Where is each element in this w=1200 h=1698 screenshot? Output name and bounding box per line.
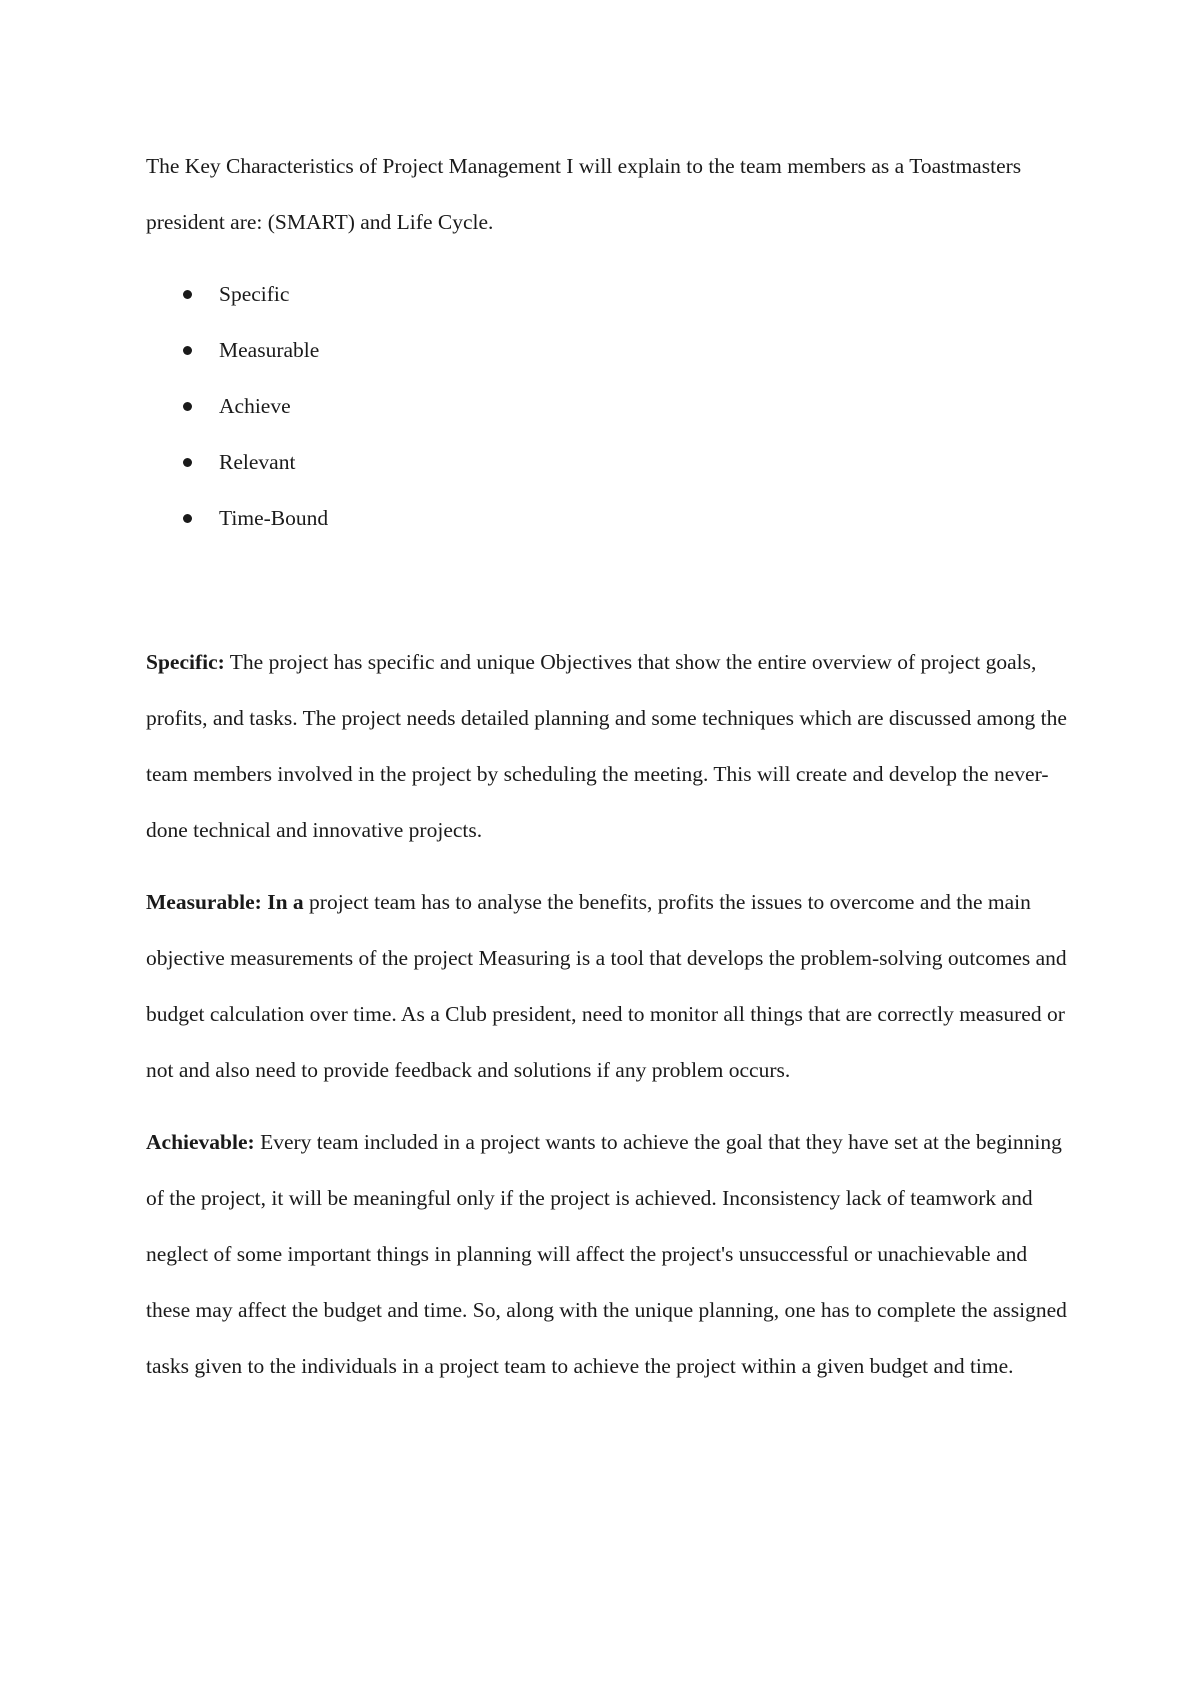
section-achievable — [146, 1114, 1076, 1394]
section-body: project team has to analyse the benefits, profits the issues to overcome and the main objective measurements of the project Measuring is a tool that develops the problem-solving outcomes and budget calculation over time. As a Club president, need to monitor all things that are correctly measured or not and also need to provide feedback and solutions if any problem occurs. — [146, 890, 1067, 1082]
bullet-dot-icon — [183, 458, 192, 467]
section-term: Specific: — [146, 650, 225, 674]
section-measurable — [146, 874, 1076, 1098]
section-term: Achievable: — [146, 1130, 255, 1154]
bullet-label: Achieve — [219, 394, 291, 418]
section-term: Measurable: In a — [146, 890, 304, 914]
bullet-dot-icon — [183, 290, 192, 299]
bullet-dot-icon — [183, 402, 192, 411]
bullet-label: Specific — [219, 282, 290, 306]
bullet-item-achieve — [146, 378, 1076, 434]
section-specific — [146, 634, 1076, 858]
bullet-dot-icon — [183, 346, 192, 355]
bullet-label: Measurable — [219, 338, 320, 362]
document-body — [146, 138, 1076, 1394]
bullet-item-time-bound — [146, 490, 1076, 546]
bullet-item-specific — [146, 266, 1076, 322]
bullet-label: Relevant — [219, 450, 296, 474]
bullet-dot-icon — [183, 514, 192, 523]
smart-bullet-list — [146, 266, 1076, 546]
section-body: The project has specific and unique Objectives that show the entire overview of project goals, profits, and tasks. The project needs detailed planning and some techniques which are discussed among the team members involved in the project by scheduling the meeting. This will create and develop the never-done technical and innovative projects. — [146, 650, 1067, 842]
bullet-item-relevant — [146, 434, 1076, 490]
bullet-item-measurable — [146, 322, 1076, 378]
bullet-label: Time-Bound — [219, 506, 329, 530]
section-body: Every team included in a project wants to achieve the goal that they have set at the beginning of the project, it will be meaningful only if the project is achieved. Inconsistency lack of teamwork and neglect of some important things in planning will affect the project's unsuccessful or unachievable and these may affect the budget and time. So, along with the unique planning, one has to complete the assigned tasks given to the individuals in a project team to achieve the project within a given budget and time. — [146, 1130, 1067, 1378]
intro-paragraph: The Key Characteristics of Project Management I will explain to the team members as a Toastmasters president are: (SMART) and Life Cycle. — [146, 154, 1022, 234]
